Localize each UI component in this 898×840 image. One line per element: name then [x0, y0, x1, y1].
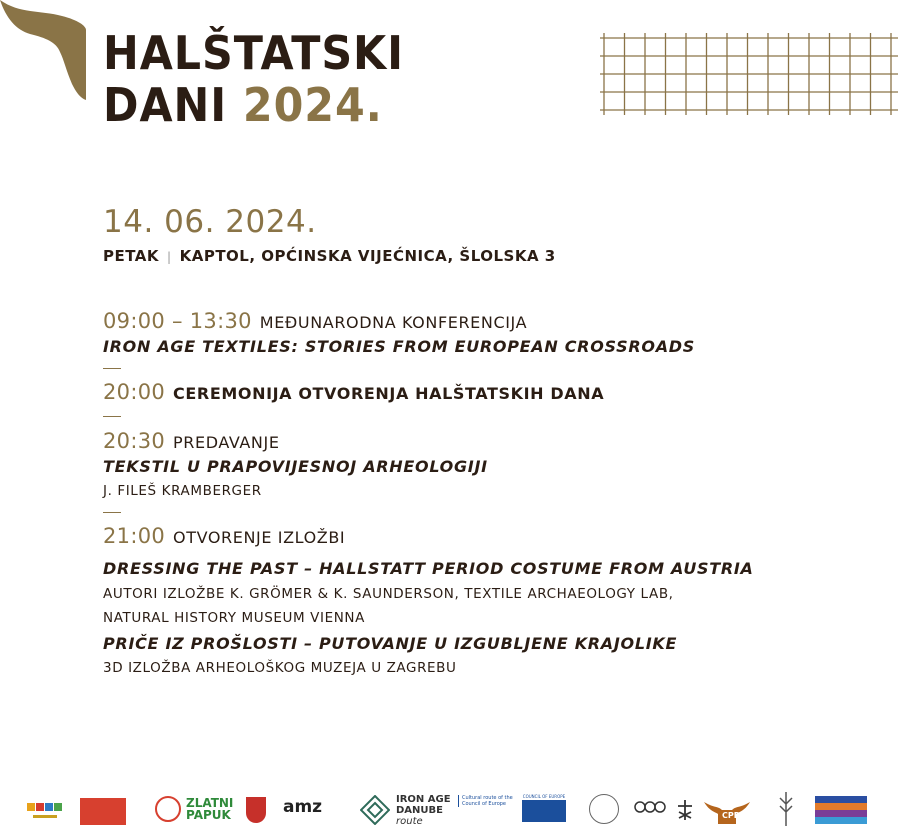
coat-of-arms-icon — [246, 797, 266, 823]
page-title-line2 — [103, 78, 383, 132]
exhibit-title: DRESSING THE PAST – HALLSTATT PERIOD COSTUME FROM AUSTRIA — [103, 559, 754, 578]
exhibit-title: PRIČE IZ PROŠLOSTI – PUTOVANJE U IZGUBLJENE KRAJOLIKE — [103, 634, 678, 653]
program-item-1 — [103, 309, 527, 333]
event-date: 14. 06. 2024. — [103, 204, 317, 240]
program-type: PREDAVANJE — [173, 433, 280, 452]
program-title: IRON AGE TEXTILES: STORIES FROM EUROPEAN CROSSROADS — [103, 337, 695, 356]
logo-text: CPR — [722, 811, 740, 820]
fibula-icon — [634, 799, 666, 819]
event-location — [103, 247, 556, 265]
amz-logo: amz — [283, 797, 323, 817]
colorful-pattern-logo-icon — [815, 796, 867, 824]
event-day: PETAK — [103, 247, 160, 265]
title-year: 2024. — [242, 78, 383, 132]
program-type: CEREMONIJA OTVORENJA HALŠTATSKIH DANA — [173, 384, 605, 403]
symbol-icon — [676, 798, 694, 826]
exhibit-detail: 3D IZLOŽBA ARHEOLOŠKOG MUZEJA U ZAGREBU — [103, 660, 457, 676]
program-detail: J. FILEŠ KRAMBERGER — [103, 483, 262, 499]
program-item-3 — [103, 429, 280, 453]
grid-pattern-icon — [600, 33, 898, 115]
divider — [103, 368, 121, 369]
horn-logo-icon — [0, 0, 90, 105]
tourism-logo-icon — [27, 799, 67, 819]
cpr-logo — [704, 796, 750, 824]
logo-text: route — [396, 816, 423, 827]
divider — [103, 512, 121, 513]
sponsor-logos — [0, 782, 898, 840]
program-time: 20:00 — [103, 380, 166, 404]
iron-age-danube-logo — [396, 794, 451, 827]
wheat-emblem-icon — [772, 790, 800, 834]
event-place: KAPTOL, OPĆINSKA VIJEĆNICA, ŠLOLSKA 3 — [179, 247, 556, 265]
zlatni-papuk-logo — [186, 797, 233, 821]
logo-text: DANUBE — [396, 805, 443, 816]
logo-text: ZLATNI — [186, 796, 234, 810]
program-time: 09:00 – 13:30 — [103, 309, 252, 333]
exhibit-detail: AUTORI IZLOŽBE K. GRÖMER & K. SAUNDERSON, TEXTILE ARCHAEOLOGY LAB, — [103, 586, 674, 602]
logo-text: COUNCIL OF EUROPE — [522, 794, 566, 799]
program-type: MEĐUNARODNA KONFERENCIJA — [259, 313, 528, 332]
logo-text: IRON AGE — [396, 794, 451, 805]
location-separator: | — [167, 250, 172, 264]
program-item-2 — [103, 380, 604, 404]
program-title: TEKSTIL U PRAPOVIJESNOJ ARHEOLOGIJI — [103, 457, 488, 476]
divider — [103, 416, 121, 417]
program-item-4 — [103, 524, 345, 548]
page-title-line1: HALŠTATSKI — [103, 26, 405, 80]
title-word: DANI — [103, 78, 228, 132]
zlatni-slavonija-logo-icon — [80, 798, 126, 825]
papuk-emblem-icon — [155, 796, 181, 822]
iron-age-danube-emblem-icon — [360, 795, 390, 825]
university-seal-icon — [589, 794, 619, 824]
council-of-europe-logo — [520, 794, 568, 822]
program-time: 20:30 — [103, 429, 166, 453]
logo-text: PAPUK — [186, 808, 231, 822]
program-type: OTVORENJE IZLOŽBI — [173, 528, 346, 547]
cultural-route-logo: Cultural route of the Council of Europe — [458, 795, 518, 807]
exhibit-detail: NATURAL HISTORY MUSEUM VIENNA — [103, 610, 365, 626]
program-time: 21:00 — [103, 524, 166, 548]
